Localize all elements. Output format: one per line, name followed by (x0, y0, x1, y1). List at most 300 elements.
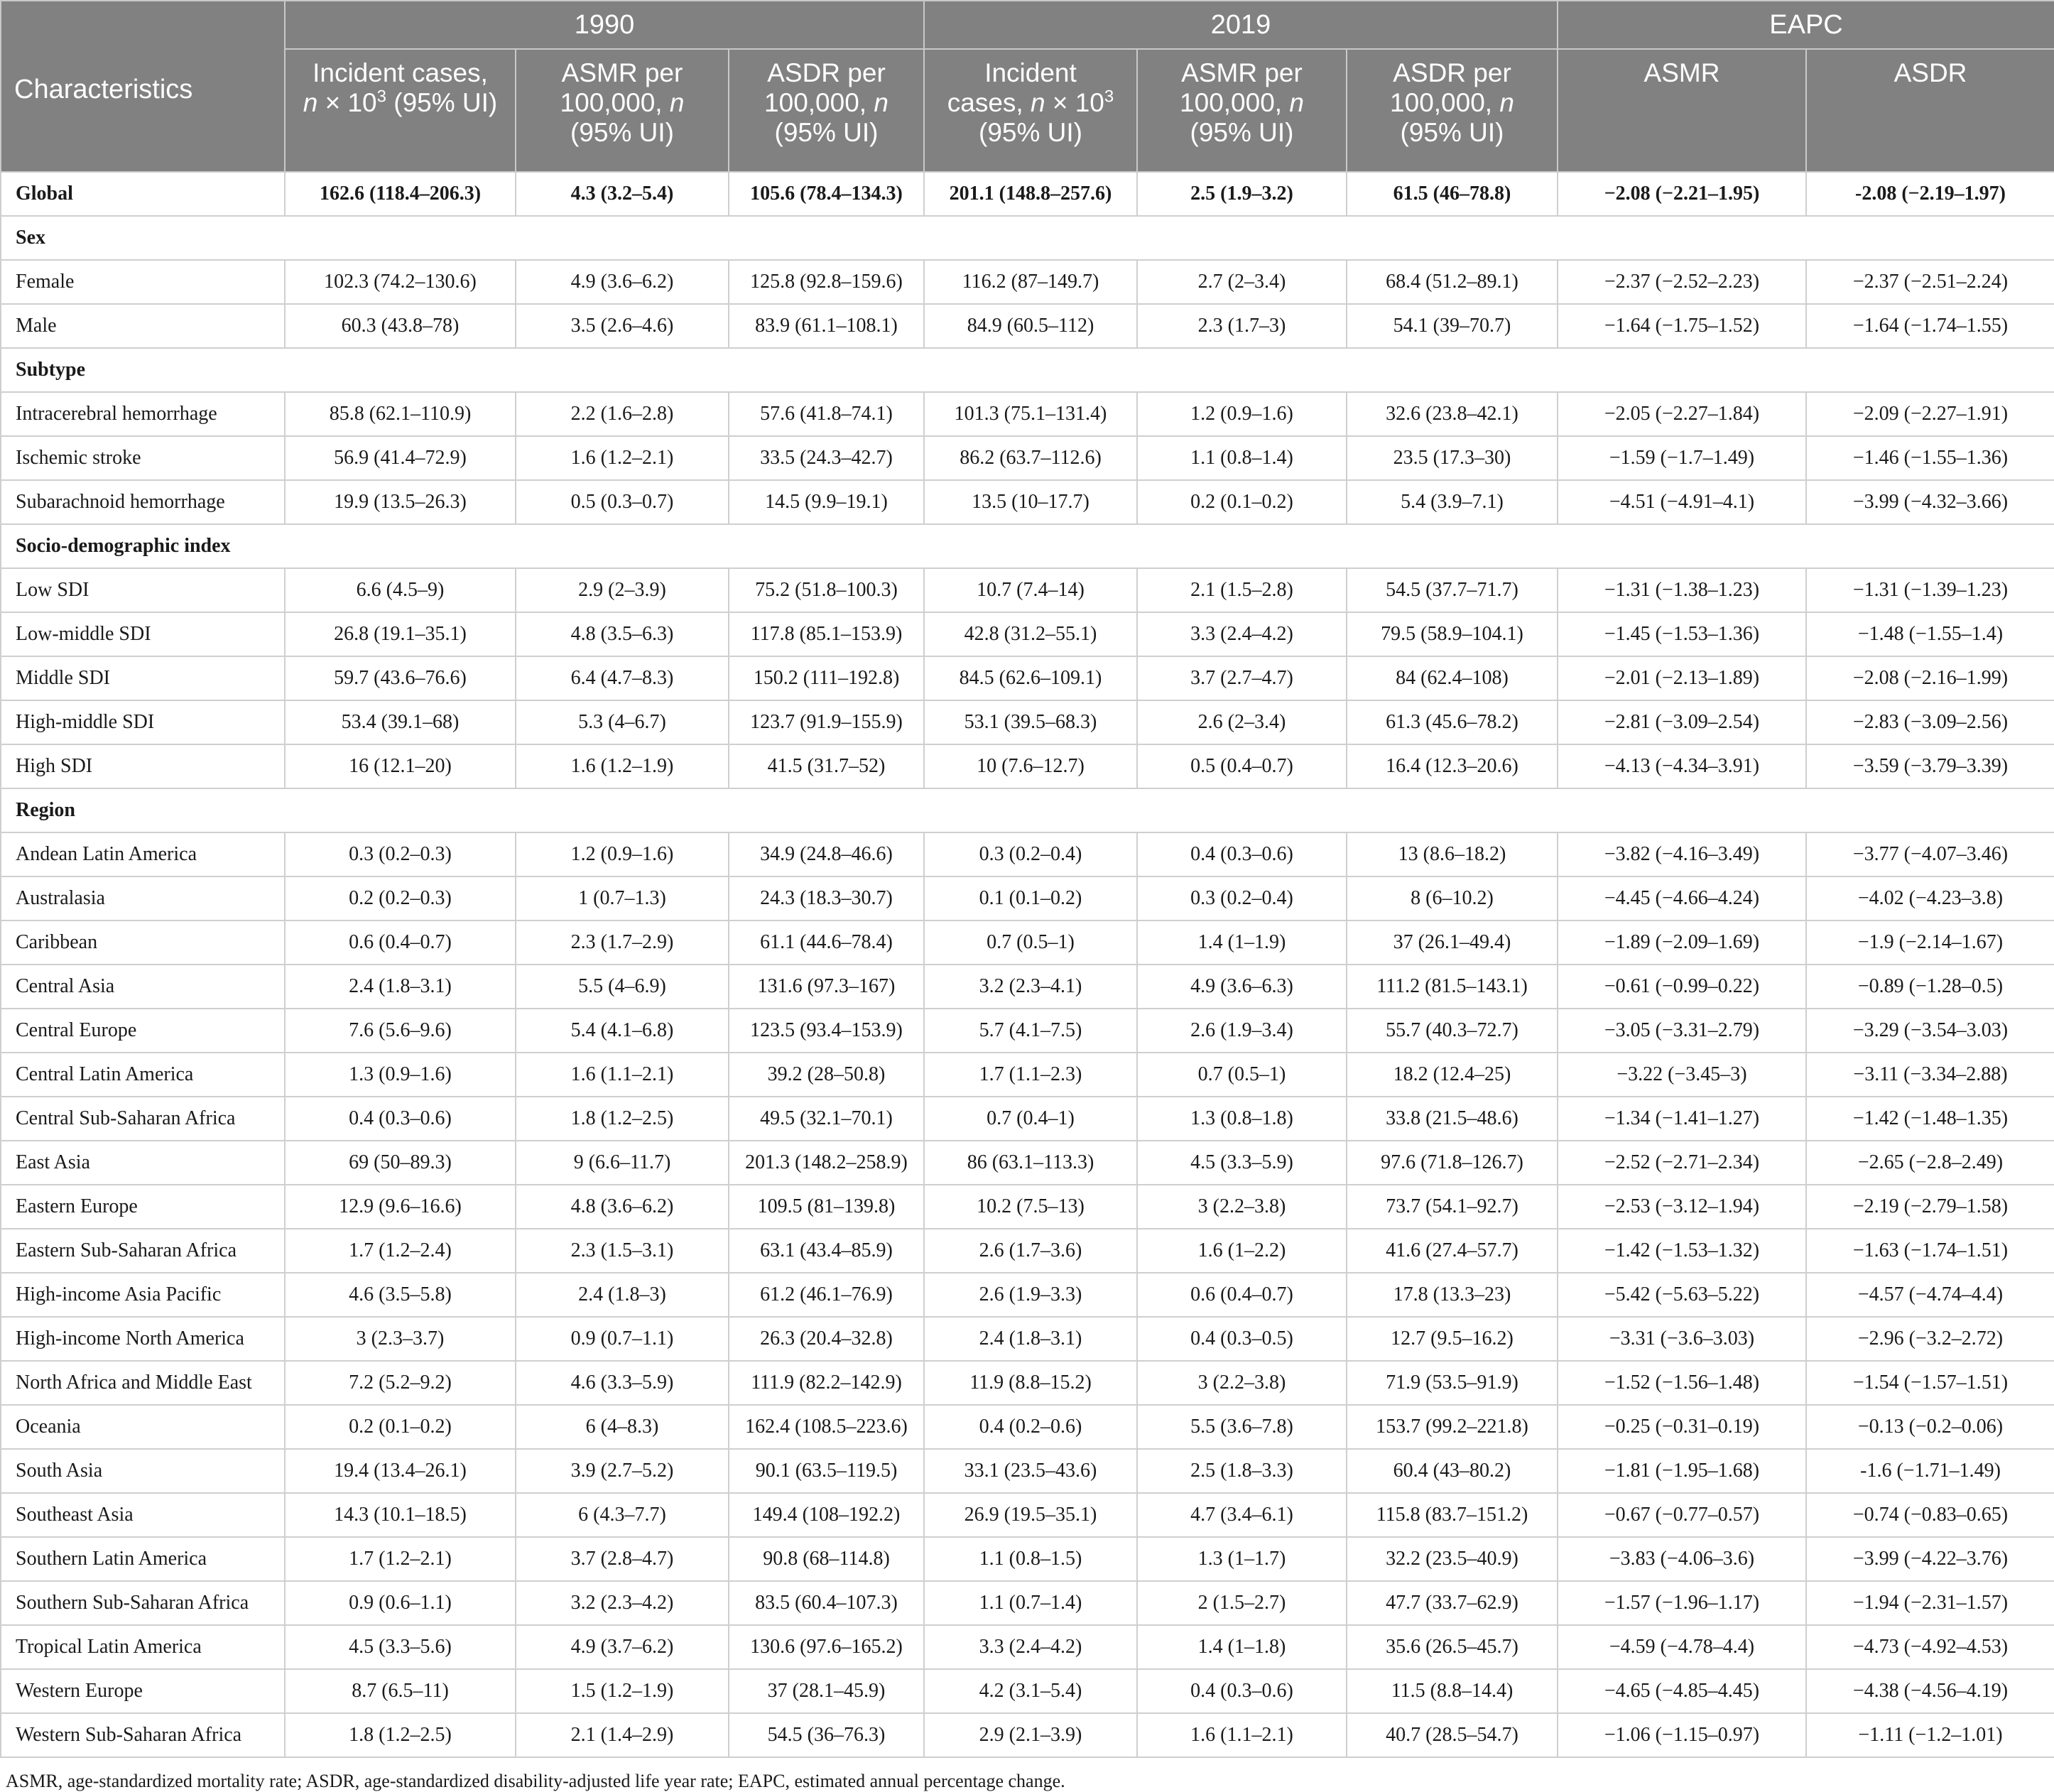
table-cell: 4.5 (3.3–5.6) (285, 1625, 516, 1669)
row-label: Central Asia (1, 965, 285, 1009)
table-cell: 2.5 (1.9–3.2) (1137, 172, 1347, 216)
row-label: High-income North America (1, 1317, 285, 1361)
table-cell: −2.37 (−2.51–2.24) (1806, 260, 2054, 304)
row-label: Central Latin America (1, 1053, 285, 1097)
table-cell: 0.2 (0.1–0.2) (1137, 480, 1347, 524)
table-cell: 3 (2.2–3.8) (1137, 1185, 1347, 1229)
table-cell: 8.7 (6.5–11) (285, 1669, 516, 1713)
table-cell: 0.4 (0.3–0.5) (1137, 1317, 1347, 1361)
table-cell: 13.5 (10–17.7) (924, 480, 1137, 524)
table-row (1, 392, 2054, 436)
table-cell: 61.1 (44.6–78.4) (729, 921, 924, 965)
header-line: ASMR per (1181, 58, 1303, 87)
header-n: n (874, 88, 889, 117)
table-row (1, 1229, 2054, 1273)
table-row (1, 876, 2054, 921)
table-row (1, 1273, 2054, 1317)
table-cell: −2.08 (−2.21–1.95) (1558, 172, 1806, 216)
table-row (1, 1625, 2054, 1669)
table-cell: 14.5 (9.9–19.1) (729, 480, 924, 524)
table-cell: −3.22 (−3.45–3) (1558, 1053, 1806, 1097)
table-row (1, 436, 2054, 480)
table-row (1, 1361, 2054, 1405)
header-asmr-1990 (516, 49, 729, 172)
header-exponent: 3 (1104, 87, 1114, 107)
row-label: Male (1, 304, 285, 348)
header-line: (95% UI) (570, 118, 674, 147)
table-row (1, 832, 2054, 876)
table-cell: −2.37 (−2.52–2.23) (1558, 260, 1806, 304)
table-cell: 1.4 (1–1.8) (1137, 1625, 1347, 1669)
table-cell: 24.3 (18.3–30.7) (729, 876, 924, 921)
row-label: East Asia (1, 1141, 285, 1185)
table-cell: 0.6 (0.4–0.7) (1137, 1273, 1347, 1317)
table-cell: −0.67 (−0.77–0.57) (1558, 1493, 1806, 1537)
table-cell: 84.5 (62.6–109.1) (924, 656, 1137, 700)
table-cell: 49.5 (32.1–70.1) (729, 1097, 924, 1141)
table-cell: −2.19 (−2.79–1.58) (1806, 1185, 2054, 1229)
table-cell: 0.4 (0.3–0.6) (1137, 832, 1347, 876)
table-cell: −1.59 (−1.7–1.49) (1558, 436, 1806, 480)
table-cell: 5.7 (4.1–7.5) (924, 1009, 1137, 1053)
table-row (1, 1185, 2054, 1229)
table-cell: 79.5 (58.9–104.1) (1347, 612, 1558, 656)
table-cell: 19.9 (13.5–26.3) (285, 480, 516, 524)
table-cell: 12.9 (9.6–16.6) (285, 1185, 516, 1229)
table-cell: 41.5 (31.7–52) (729, 744, 924, 788)
table-cell: 69 (50–89.3) (285, 1141, 516, 1185)
table-cell: 0.2 (0.1–0.2) (285, 1405, 516, 1449)
table-cell: 63.1 (43.4–85.9) (729, 1229, 924, 1273)
table-cell: 5.4 (4.1–6.8) (516, 1009, 729, 1053)
table-cell: −0.74 (−0.83–0.65) (1806, 1493, 2054, 1537)
table-cell: 41.6 (27.4–57.7) (1347, 1229, 1558, 1273)
table-cell: 13 (8.6–18.2) (1347, 832, 1558, 876)
row-label: Central Sub-Saharan Africa (1, 1097, 285, 1141)
table-cell: 4.7 (3.4–6.1) (1137, 1493, 1347, 1537)
section-title: Socio-demographic index (1, 524, 2054, 568)
table-cell: 90.8 (68–114.8) (729, 1537, 924, 1581)
table-cell: 26.3 (20.4–32.8) (729, 1317, 924, 1361)
table-cell: 60.3 (43.8–78) (285, 304, 516, 348)
table-cell: 3 (2.3–3.7) (285, 1317, 516, 1361)
table-cell: 11.5 (8.8–14.4) (1347, 1669, 1558, 1713)
table-cell: −3.31 (−3.6–3.03) (1558, 1317, 1806, 1361)
header-group-2019: 2019 (924, 1, 1558, 49)
header-per: 100,000, (1180, 88, 1283, 117)
table-cell: 18.2 (12.4–25) (1347, 1053, 1558, 1097)
table-cell: −2.96 (−3.2–2.72) (1806, 1317, 2054, 1361)
table-row (1, 480, 2054, 524)
table-cell: −1.64 (−1.75–1.52) (1558, 304, 1806, 348)
table-cell: −3.82 (−4.16–3.49) (1558, 832, 1806, 876)
table-cell: 2.1 (1.5–2.8) (1137, 568, 1347, 612)
header-line: ASDR per (767, 58, 886, 87)
table-row (1, 172, 2054, 216)
header-line: (95% UI) (774, 118, 879, 147)
header-eapc-asmr: ASMR (1558, 49, 1806, 172)
row-label: Southern Latin America (1, 1537, 285, 1581)
table-cell: 123.7 (91.9–155.9) (729, 700, 924, 744)
table-cell: −4.57 (−4.74–4.4) (1806, 1273, 2054, 1317)
row-label: Andean Latin America (1, 832, 285, 876)
table-cell: −2.52 (−2.71–2.34) (1558, 1141, 1806, 1185)
table-cell: 1.7 (1.2–2.1) (285, 1537, 516, 1581)
row-label: High SDI (1, 744, 285, 788)
table-cell: 3.3 (2.4–4.2) (1137, 612, 1347, 656)
table-cell: 0.5 (0.3–0.7) (516, 480, 729, 524)
table-cell: 3.9 (2.7–5.2) (516, 1449, 729, 1493)
table-cell: 5.5 (4–6.9) (516, 965, 729, 1009)
table-row (1, 612, 2054, 656)
table-cell: −4.65 (−4.85–4.45) (1558, 1669, 1806, 1713)
table-cell: 4.6 (3.3–5.9) (516, 1361, 729, 1405)
table-cell: 0.3 (0.2–0.3) (285, 832, 516, 876)
table-cell: −1.64 (−1.74–1.55) (1806, 304, 2054, 348)
table-row (1, 1317, 2054, 1361)
row-label: Tropical Latin America (1, 1625, 285, 1669)
table-cell: 75.2 (51.8–100.3) (729, 568, 924, 612)
table-cell: −1.9 (−2.14–1.67) (1806, 921, 2054, 965)
table-cell: 2.6 (1.7–3.6) (924, 1229, 1137, 1273)
header-line: Incident (984, 58, 1077, 87)
table-cell: −3.59 (−3.79–3.39) (1806, 744, 2054, 788)
table-cell: 4.2 (3.1–5.4) (924, 1669, 1137, 1713)
table-cell: 1.6 (1.2–2.1) (516, 436, 729, 480)
table-cell: 3.2 (2.3–4.2) (516, 1581, 729, 1625)
table-cell: −1.42 (−1.48–1.35) (1806, 1097, 2054, 1141)
table-cell: 71.9 (53.5–91.9) (1347, 1361, 1558, 1405)
table-cell: −1.52 (−1.56–1.48) (1558, 1361, 1806, 1405)
table-cell: 0.1 (0.1–0.2) (924, 876, 1137, 921)
table-cell: 53.4 (39.1–68) (285, 700, 516, 744)
table-cell: 102.3 (74.2–130.6) (285, 260, 516, 304)
table-cell: −0.89 (−1.28–0.5) (1806, 965, 2054, 1009)
table-cell: 42.8 (31.2–55.1) (924, 612, 1137, 656)
table-cell: −4.45 (−4.66–4.24) (1558, 876, 1806, 921)
table-cell: 0.6 (0.4–0.7) (285, 921, 516, 965)
row-label: High-middle SDI (1, 700, 285, 744)
section-header-row (1, 216, 2054, 260)
header-line (517, 88, 727, 118)
table-cell: 1.6 (1.1–2.1) (1137, 1713, 1347, 1757)
table-cell: 5.5 (3.6–7.8) (1137, 1405, 1347, 1449)
section-header-row (1, 348, 2054, 392)
table-cell: −3.83 (−4.06–3.6) (1558, 1537, 1806, 1581)
table-cell: −1.31 (−1.39–1.23) (1806, 568, 2054, 612)
table-cell: 32.2 (23.5–40.9) (1347, 1537, 1558, 1581)
table-cell: 5.4 (3.9–7.1) (1347, 480, 1558, 524)
table-cell: −1.63 (−1.74–1.51) (1806, 1229, 2054, 1273)
row-label: Western Europe (1, 1669, 285, 1713)
table-cell: 1.7 (1.1–2.3) (924, 1053, 1137, 1097)
header-times: × 10 (1045, 88, 1104, 117)
table-cell: −3.05 (−3.31–2.79) (1558, 1009, 1806, 1053)
table-cell: 4.3 (3.2–5.4) (516, 172, 729, 216)
table-cell: 55.7 (40.3–72.7) (1347, 1009, 1558, 1053)
table-row (1, 1009, 2054, 1053)
table-cell: 54.1 (39–70.7) (1347, 304, 1558, 348)
row-label: Ischemic stroke (1, 436, 285, 480)
row-label: Intracerebral hemorrhage (1, 392, 285, 436)
table-cell: 0.2 (0.2–0.3) (285, 876, 516, 921)
header-incident-cases-2019 (924, 49, 1137, 172)
table-cell: 3.2 (2.3–4.1) (924, 965, 1137, 1009)
table-cell: 0.4 (0.3–0.6) (1137, 1669, 1347, 1713)
table-cell: 61.5 (46–78.8) (1347, 172, 1558, 216)
row-label: Southern Sub-Saharan Africa (1, 1581, 285, 1625)
table-cell: 2.9 (2.1–3.9) (924, 1713, 1137, 1757)
table-cell: 0.7 (0.5–1) (1137, 1053, 1347, 1097)
row-label: Caribbean (1, 921, 285, 965)
table-cell: 33.1 (23.5–43.6) (924, 1449, 1137, 1493)
table-row (1, 304, 2054, 348)
table-cell: 153.7 (99.2–221.8) (1347, 1405, 1558, 1449)
table-cell: 2.9 (2–3.9) (516, 568, 729, 612)
section-title: Region (1, 788, 2054, 832)
table-cell: 1.3 (1–1.7) (1137, 1537, 1347, 1581)
table-cell: 4.9 (3.6–6.2) (516, 260, 729, 304)
table-cell: 4.6 (3.5–5.8) (285, 1273, 516, 1317)
header-per: 100,000, (560, 88, 663, 117)
header-line: Incident cases, (313, 58, 488, 87)
table-row (1, 700, 2054, 744)
table-cell: 2.4 (1.8–3.1) (924, 1317, 1137, 1361)
table-cell: 23.5 (17.3–30) (1347, 436, 1558, 480)
table-cell: 4.8 (3.5–6.3) (516, 612, 729, 656)
header-line (1348, 88, 1556, 118)
table-cell: 37 (28.1–45.9) (729, 1669, 924, 1713)
table-cell: 47.7 (33.7–62.9) (1347, 1581, 1558, 1625)
table-row (1, 1713, 2054, 1757)
table-body (1, 172, 2054, 1757)
table-cell: 3.5 (2.6–4.6) (516, 304, 729, 348)
header-n: n (303, 88, 318, 117)
table-cell: 32.6 (23.8–42.1) (1347, 392, 1558, 436)
table-cell: 1.7 (1.2–2.4) (285, 1229, 516, 1273)
table-cell: 3 (2.2–3.8) (1137, 1361, 1347, 1405)
table-cell: 4.5 (3.3–5.9) (1137, 1141, 1347, 1185)
row-label: Australasia (1, 876, 285, 921)
table-cell: 117.8 (85.1–153.9) (729, 612, 924, 656)
table-cell: 1.6 (1–2.2) (1137, 1229, 1347, 1273)
table-cell: 57.6 (41.8–74.1) (729, 392, 924, 436)
table-cell: 1.6 (1.1–2.1) (516, 1053, 729, 1097)
table-cell: 0.4 (0.2–0.6) (924, 1405, 1137, 1449)
table-cell: 162.4 (108.5–223.6) (729, 1405, 924, 1449)
table-cell: 2.4 (1.8–3) (516, 1273, 729, 1317)
table-cell: −1.31 (−1.38–1.23) (1558, 568, 1806, 612)
table-cell: 1.1 (0.7–1.4) (924, 1581, 1137, 1625)
table-row (1, 1669, 2054, 1713)
table-cell: 1.2 (0.9–1.6) (1137, 392, 1347, 436)
table-cell: −3.99 (−4.22–3.76) (1806, 1537, 2054, 1581)
table-cell: −3.29 (−3.54–3.03) (1806, 1009, 2054, 1053)
table-cell: 84 (62.4–108) (1347, 656, 1558, 700)
row-label: Eastern Europe (1, 1185, 285, 1229)
table-cell: 125.8 (92.8–159.6) (729, 260, 924, 304)
header-line: (95% UI) (1400, 118, 1504, 147)
table-row (1, 260, 2054, 304)
table-cell: 11.9 (8.8–15.2) (924, 1361, 1137, 1405)
table-cell: 35.6 (26.5–45.7) (1347, 1625, 1558, 1669)
table-cell: 111.9 (82.2–142.9) (729, 1361, 924, 1405)
table-cell: 115.8 (83.7–151.2) (1347, 1493, 1558, 1537)
table-cell: 149.4 (108–192.2) (729, 1493, 924, 1537)
table-cell: −4.02 (−4.23–3.8) (1806, 876, 2054, 921)
table-cell: −1.45 (−1.53–1.36) (1558, 612, 1806, 656)
table-cell: −1.81 (−1.95–1.68) (1558, 1449, 1806, 1493)
header-characteristics: Characteristics (1, 1, 285, 172)
row-label: Low-middle SDI (1, 612, 285, 656)
table-cell: 17.8 (13.3–23) (1347, 1273, 1558, 1317)
table-cell: 2.3 (1.5–3.1) (516, 1229, 729, 1273)
row-label: High-income Asia Pacific (1, 1273, 285, 1317)
header-line (730, 88, 923, 118)
table-cell: 19.4 (13.4–26.1) (285, 1449, 516, 1493)
table-cell: 0.7 (0.5–1) (924, 921, 1137, 965)
table-cell: -2.08 (−2.19–1.97) (1806, 172, 2054, 216)
table-cell: 0.9 (0.6–1.1) (285, 1581, 516, 1625)
header-n: n (1030, 88, 1045, 117)
section-header-row (1, 788, 2054, 832)
table-cell: 2.6 (1.9–3.4) (1137, 1009, 1347, 1053)
table-cell: 5.3 (4–6.7) (516, 700, 729, 744)
table-cell: 1.8 (1.2–2.5) (285, 1713, 516, 1757)
table-cell: 40.7 (28.5–54.7) (1347, 1713, 1558, 1757)
table-cell: 4.9 (3.7–6.2) (516, 1625, 729, 1669)
table-cell: −3.77 (−4.07–3.46) (1806, 832, 2054, 876)
table-cell: −1.46 (−1.55–1.36) (1806, 436, 2054, 480)
header-times: × 10 (317, 88, 377, 117)
table-cell: −2.65 (−2.8–2.49) (1806, 1141, 2054, 1185)
table-cell: 2.6 (2–3.4) (1137, 700, 1347, 744)
table-cell: 0.7 (0.4–1) (924, 1097, 1137, 1141)
table-cell: −1.11 (−1.2–1.01) (1806, 1713, 2054, 1757)
table-cell: 83.5 (60.4–107.3) (729, 1581, 924, 1625)
table-cell: −4.13 (−4.34–3.91) (1558, 744, 1806, 788)
table-cell: −4.38 (−4.56–4.19) (1806, 1669, 2054, 1713)
row-label: Western Sub-Saharan Africa (1, 1713, 285, 1757)
table-cell: 1.2 (0.9–1.6) (516, 832, 729, 876)
table-cell: 3.3 (2.4–4.2) (924, 1625, 1137, 1669)
table-cell: 116.2 (87–149.7) (924, 260, 1137, 304)
table-cell: −0.61 (−0.99–0.22) (1558, 965, 1806, 1009)
table-row (1, 656, 2054, 700)
table-cell: 0.5 (0.4–0.7) (1137, 744, 1347, 788)
header-group-eapc: EAPC (1558, 1, 2054, 49)
table-cell: 0.3 (0.2–0.4) (924, 832, 1137, 876)
table-cell: 10.2 (7.5–13) (924, 1185, 1137, 1229)
table-cell: −1.54 (−1.57–1.51) (1806, 1361, 2054, 1405)
table-cell: 2.5 (1.8–3.3) (1137, 1449, 1347, 1493)
header-line: (95% UI) (1190, 118, 1294, 147)
table-cell: 2.1 (1.4–2.9) (516, 1713, 729, 1757)
table-cell: 1.3 (0.9–1.6) (285, 1053, 516, 1097)
table-row (1, 744, 2054, 788)
table-cell: 162.6 (118.4–206.3) (285, 172, 516, 216)
table-cell: 3.7 (2.7–4.7) (1137, 656, 1347, 700)
table-cell: 1.6 (1.2–1.9) (516, 744, 729, 788)
header-eapc-asdr: ASDR (1806, 49, 2054, 172)
table-cell: 10.7 (7.4–14) (924, 568, 1137, 612)
table-cell: 1.1 (0.8–1.4) (1137, 436, 1347, 480)
table-cell: 90.1 (63.5–119.5) (729, 1449, 924, 1493)
table-cell: 83.9 (61.1–108.1) (729, 304, 924, 348)
row-label: Oceania (1, 1405, 285, 1449)
table-cell: 123.5 (93.4–153.9) (729, 1009, 924, 1053)
table-cell: 33.8 (21.5–48.6) (1347, 1097, 1558, 1141)
table-cell: 54.5 (37.7–71.7) (1347, 568, 1558, 612)
table-cell: 9 (6.6–11.7) (516, 1141, 729, 1185)
table-cell: 0.4 (0.3–0.6) (285, 1097, 516, 1141)
table-cell: 6.4 (4.7–8.3) (516, 656, 729, 700)
table-cell: −1.42 (−1.53–1.32) (1558, 1229, 1806, 1273)
table-cell: 2.7 (2–3.4) (1137, 260, 1347, 304)
table-header (1, 1, 2054, 172)
table-cell: −1.34 (−1.41–1.27) (1558, 1097, 1806, 1141)
header-asdr-2019 (1347, 49, 1558, 172)
table-cell: −2.53 (−3.12–1.94) (1558, 1185, 1806, 1229)
table-cell: 1.8 (1.2–2.5) (516, 1097, 729, 1141)
table-cell: 12.7 (9.5–16.2) (1347, 1317, 1558, 1361)
table-cell: 61.3 (45.6–78.2) (1347, 700, 1558, 744)
table-cell: −4.73 (−4.92–4.53) (1806, 1625, 2054, 1669)
table-cell: 6 (4–8.3) (516, 1405, 729, 1449)
table-cell: 201.1 (148.8–257.6) (924, 172, 1137, 216)
section-title: Sex (1, 216, 2054, 260)
table-row (1, 1097, 2054, 1141)
table-cell: −2.01 (−2.13–1.89) (1558, 656, 1806, 700)
table-cell: 6 (4.3–7.7) (516, 1493, 729, 1537)
table-cell: 37 (26.1–49.4) (1347, 921, 1558, 965)
table-cell: 1.3 (0.8–1.8) (1137, 1097, 1347, 1141)
table-cell: −2.81 (−3.09–2.54) (1558, 700, 1806, 744)
table-cell: 2.2 (1.6–2.8) (516, 392, 729, 436)
table-cell: 26.8 (19.1–35.1) (285, 612, 516, 656)
table-cell: 109.5 (81–139.8) (729, 1185, 924, 1229)
table-cell: 68.4 (51.2–89.1) (1347, 260, 1558, 304)
table-cell: −2.08 (−2.16–1.99) (1806, 656, 2054, 700)
table-cell: 1 (0.7–1.3) (516, 876, 729, 921)
table-cell: 61.2 (46.1–76.9) (729, 1273, 924, 1317)
table-row (1, 965, 2054, 1009)
table-row (1, 1537, 2054, 1581)
table-cell: 131.6 (97.3–167) (729, 965, 924, 1009)
table-cell: 73.7 (54.1–92.7) (1347, 1185, 1558, 1229)
row-label: Central Europe (1, 1009, 285, 1053)
table-cell: 85.8 (62.1–110.9) (285, 392, 516, 436)
header-n: n (669, 88, 685, 117)
header-ui: (95% UI) (393, 88, 498, 117)
section-title: Subtype (1, 348, 2054, 392)
table-cell: −2.09 (−2.27–1.91) (1806, 392, 2054, 436)
section-header-row (1, 524, 2054, 568)
header-line: ASDR per (1393, 58, 1511, 87)
table-cell: 0.9 (0.7–1.1) (516, 1317, 729, 1361)
table-cell: 3.7 (2.8–4.7) (516, 1537, 729, 1581)
table-cell: 7.6 (5.6–9.6) (285, 1009, 516, 1053)
header-cases: cases, (947, 88, 1023, 117)
table-cell: 1.5 (1.2–1.9) (516, 1669, 729, 1713)
header-exponent: 3 (376, 87, 386, 107)
table-cell: 56.9 (41.4–72.9) (285, 436, 516, 480)
table-row (1, 1053, 2054, 1097)
table-cell: 2 (1.5–2.7) (1137, 1581, 1347, 1625)
row-label: Eastern Sub-Saharan Africa (1, 1229, 285, 1273)
header-row-groups (1, 1, 2054, 49)
table-cell: −0.25 (−0.31–0.19) (1558, 1405, 1806, 1449)
